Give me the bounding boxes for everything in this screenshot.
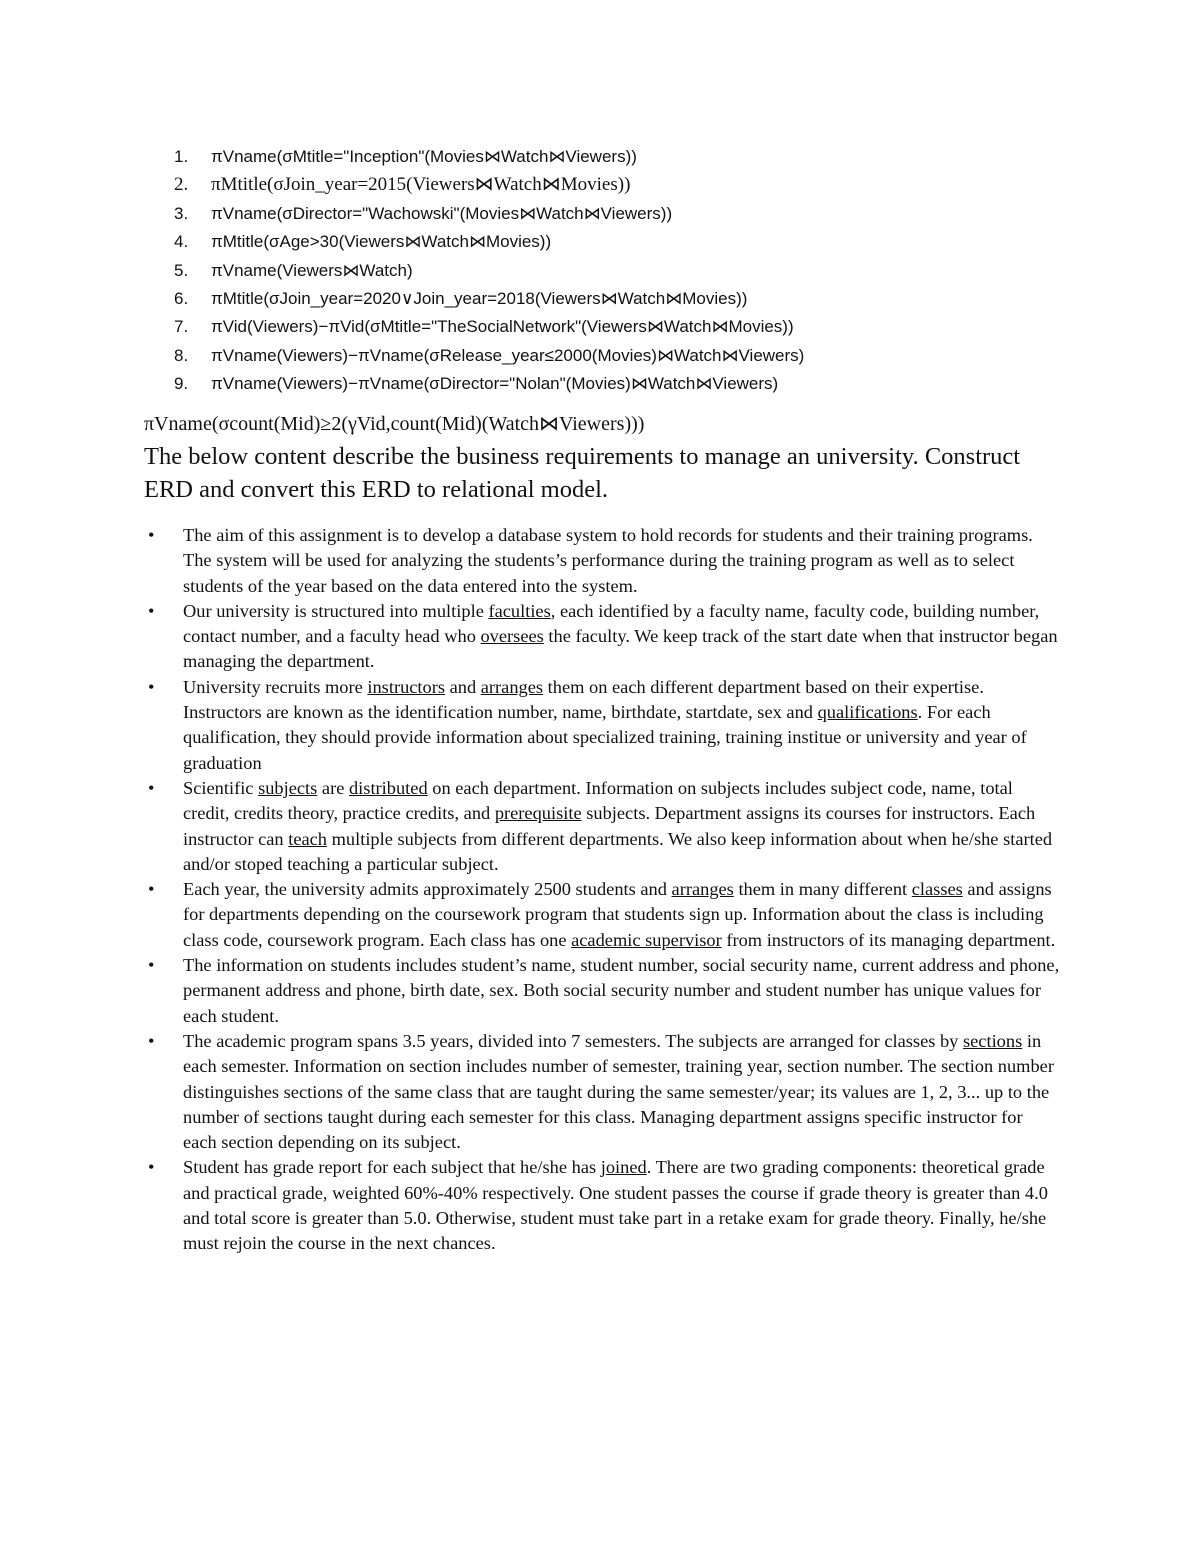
query-number: 1. bbox=[174, 147, 189, 166]
underlined-term: sections bbox=[962, 1030, 1023, 1051]
query-text: πVname(σMtitle="Inception"(Movies⋈Watch⋈Viewers)) bbox=[211, 147, 637, 166]
requirement-item bbox=[146, 1029, 1060, 1155]
query-list bbox=[174, 143, 804, 399]
query-item bbox=[174, 257, 804, 285]
underlined-term: distributed bbox=[348, 777, 428, 798]
bullet-icon: • bbox=[148, 600, 155, 621]
requirement-text: , each identified by a faculty name, faculty code, building number, contact number, and a faculty head who bbox=[183, 600, 1040, 647]
underlined-term: academic supervisor bbox=[571, 929, 722, 950]
query-text: πVid(Viewers)−πVid(σMtitle="TheSocialNetwork"(Viewers⋈Watch⋈Movies)) bbox=[211, 317, 794, 337]
requirement-text: are bbox=[317, 777, 349, 798]
query-item bbox=[174, 200, 804, 228]
query-text: πVname(Viewers⋈Watch) bbox=[211, 260, 413, 280]
requirement-text: Our university is structured into multiple bbox=[183, 600, 489, 621]
query-number: 3. bbox=[174, 203, 189, 223]
underlined-term: joined bbox=[600, 1157, 647, 1178]
requirement-text: and bbox=[445, 676, 481, 697]
underlined-term: prerequisite bbox=[494, 803, 582, 824]
query-item bbox=[174, 228, 804, 256]
requirement-text: and assigns for departments depending on the coursework program that students sign up. Information about the class is including class code, coursework program. Each class has one bbox=[183, 879, 1052, 950]
requirement-text: University recruits more bbox=[183, 676, 368, 697]
requirement-text: multiple subjects from different departments. We also keep information about when he/she started and/or stoped teaching a particular subject. bbox=[183, 828, 1053, 874]
underlined-term: subjects bbox=[258, 777, 318, 798]
query-number: 6. bbox=[174, 288, 189, 308]
requirement-text: Student has grade report for each subject that he/she has bbox=[183, 1157, 601, 1178]
query-number: 9. bbox=[174, 374, 189, 394]
underlined-term: oversees bbox=[480, 626, 544, 647]
query-number: 4. bbox=[174, 232, 189, 252]
requirement-item bbox=[146, 599, 1060, 675]
requirement-text: The aim of this assignment is to develop a database system to hold records for students and their training programs. The system will be used for analyzing the students’s performance during the training program as well as to select students of the year based on the data entered into the system. bbox=[183, 525, 1033, 596]
query-number: 2. bbox=[174, 174, 189, 196]
requirement-text: . For each qualification, they should provide information about specialized training, training institue or university and year of graduation bbox=[183, 702, 1027, 773]
requirement-text: . There are two grading components: theoretical grade and practical grade, weighted 60%-40% respectively. One student passes the course if grade theory is greater than 4.0 and total score is greater than 5.0. Otherwise, student must take part in a retake exam for grade theory. Finally, he/she must rejoin the course in the next chances. bbox=[183, 1157, 1048, 1254]
requirement-text: Scientific bbox=[183, 777, 259, 798]
requirement-text: The academic program spans 3.5 years, divided into 7 semesters. The subjects are arranged for classes by bbox=[183, 1030, 963, 1051]
requirement-item bbox=[146, 675, 1060, 776]
underlined-term: qualifications bbox=[817, 702, 918, 723]
requirement-text: on each department. Information on subjects includes subject code, name, total credit, credits theory, practice credits, and bbox=[183, 777, 1013, 824]
requirements-list bbox=[146, 523, 1060, 1257]
requirement-text: subjects. Department assigns its courses for instructors. Each instructor can bbox=[183, 803, 1036, 849]
requirement-item bbox=[146, 877, 1060, 953]
underlined-term: faculties bbox=[488, 600, 551, 621]
underlined-term: arranges bbox=[480, 676, 544, 697]
requirement-text: the faculty. We keep track of the start date when that instructor began managing the department. bbox=[183, 626, 1058, 672]
underlined-term: teach bbox=[288, 828, 327, 849]
query-item bbox=[174, 285, 804, 313]
requirement-text: The information on students includes student’s name, student number, social security name, current address and phone, permanent address and phone, birth date, sex. Both social security number and student number has unique values for each student. bbox=[183, 955, 1060, 1026]
requirement-text: in each semester. Information on section includes number of semester, training year, section number. The section number distinguishes sections of the same class that are taught during the same semester/year; its values are 1, 2, 3... up to the number of sections taught during each semester for this class. Managing department assigns specific instructor for each section depending on its subject. bbox=[183, 1030, 1054, 1153]
query-item bbox=[174, 342, 804, 370]
query-text: πVname(σDirector="Wachowski"(Movies⋈Watch⋈Viewers)) bbox=[211, 203, 673, 223]
requirement-item bbox=[146, 953, 1060, 1029]
query-text: πMtitle(σJoin_year=2020∨Join_year=2018(Viewers⋈Watch⋈Movies)) bbox=[211, 288, 748, 308]
query-number: 7. bbox=[174, 317, 189, 337]
query-item bbox=[174, 313, 804, 341]
requirement-text: from instructors of its managing department. bbox=[721, 929, 1056, 950]
query-number: 5. bbox=[174, 260, 189, 280]
underlined-term: instructors bbox=[367, 676, 446, 697]
query-item bbox=[174, 171, 804, 199]
bullet-icon: • bbox=[148, 676, 155, 697]
extra-query: πVname(σcount(Mid)≥2(γVid,count(Mid)(Watch⋈Viewers))) bbox=[144, 413, 645, 435]
requirement-item bbox=[146, 523, 1060, 599]
query-text: πMtitle(σJoin_year=2015(Viewers⋈Watch⋈Movies)) bbox=[211, 174, 631, 196]
bullet-icon: • bbox=[148, 1030, 155, 1051]
requirement-item bbox=[146, 1155, 1060, 1256]
query-text: πMtitle(σAge>30(Viewers⋈Watch⋈Movies)) bbox=[211, 232, 552, 252]
bullet-icon: • bbox=[148, 1157, 155, 1178]
bullet-icon: • bbox=[148, 777, 155, 798]
bullet-icon: • bbox=[148, 525, 155, 545]
requirement-text: them in many different bbox=[733, 879, 912, 900]
query-number: 8. bbox=[174, 345, 189, 365]
requirement-text: them on each different department based on their expertise. Instructors are known as the identification number, name, birthdate, startdate, sex and bbox=[183, 676, 984, 723]
underlined-term: classes bbox=[911, 879, 963, 900]
query-item bbox=[174, 143, 804, 171]
query-text: πVname(Viewers)−πVname(σDirector="Nolan"(Movies)⋈Watch⋈Viewers) bbox=[211, 374, 779, 394]
requirement-text: Each year, the university admits approximately 2500 students and bbox=[183, 879, 672, 900]
underlined-term: arranges bbox=[671, 879, 734, 900]
bullet-icon: • bbox=[148, 955, 155, 976]
assignment-heading: The below content describe the business requirements to manage an university. Construct ERD and convert this ERD to relational model. bbox=[144, 443, 1021, 503]
query-item bbox=[174, 370, 804, 398]
bullet-icon: • bbox=[148, 879, 155, 900]
requirement-item bbox=[146, 776, 1060, 877]
query-text: πVname(Viewers)−πVname(σRelease_year≤2000(Movies)⋈Watch⋈Viewers) bbox=[211, 345, 805, 365]
